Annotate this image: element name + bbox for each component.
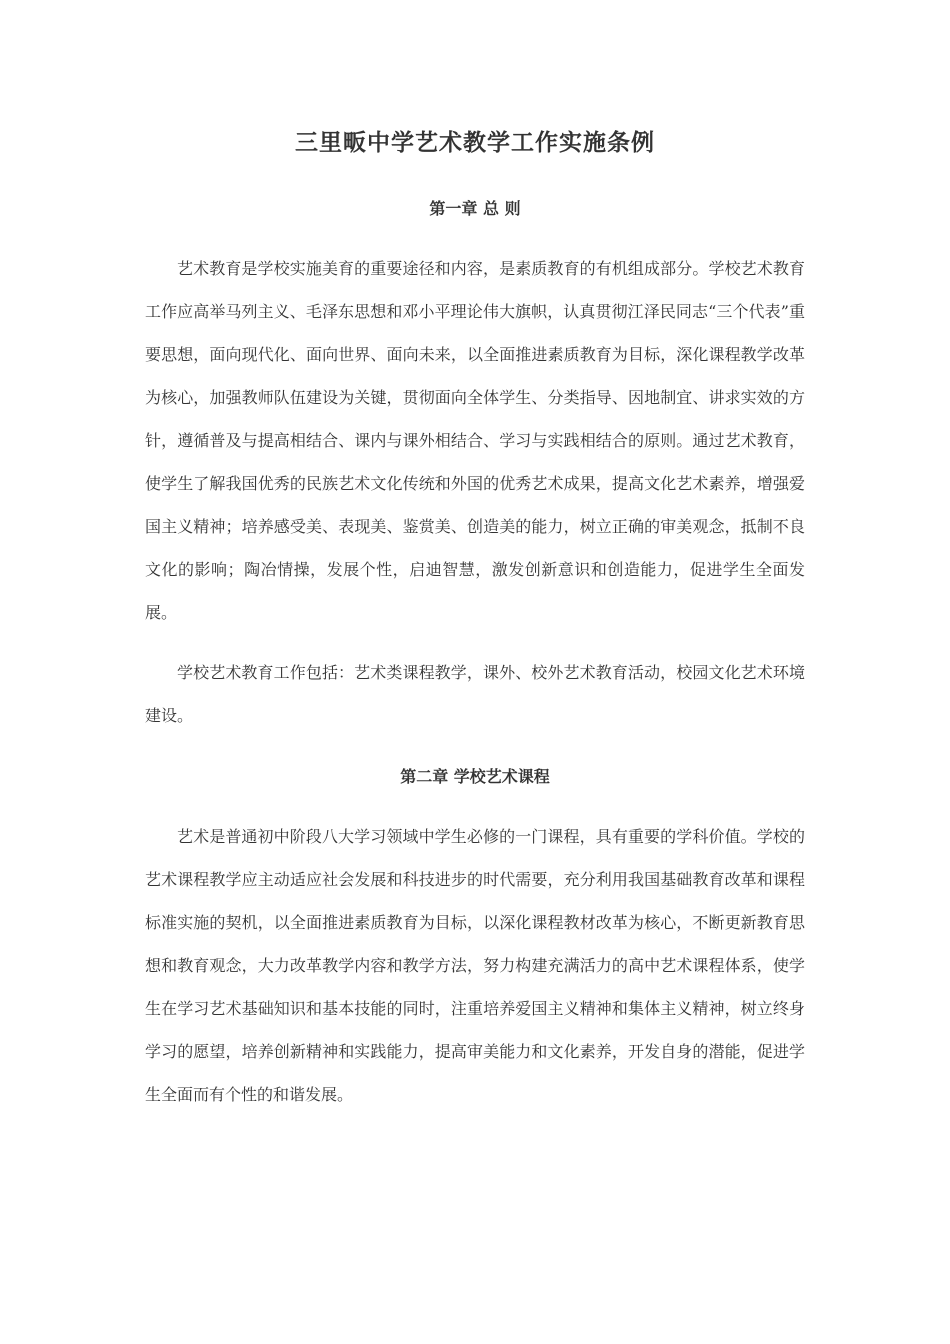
chapter-1-heading: 第一章 总 则 [429,199,521,218]
chapter-1-paragraph-1: 艺术教育是学校实施美育的重要途径和内容，是素质教育的有机组成部分。学校艺术教育工作应高举马列主义、毛泽东思想和邓小平理论伟大旗帜，认真贯彻江泽民同志“三个代表”重要思想，面向现代化、面向世界、面向未来，以全面推进素质教育为目标，深化课程教学改革为核心，加强教师队伍建设为关键，贯彻面向全体学生、分类指导、因地制宜、讲求实效的方针，遵循普及与提高相结合、课内与课外相结合、学习与实践相结合的原则。通过艺术教育，使学生了解我国优秀的民族艺术文化传统和外国的优秀艺术成果，提高文化艺术素养，增强爱国主义精神；培养感受美、表现美、鉴赏美、创造美的能力，树立正确的审美观念，抵制不良文化的影响；陶冶情操，发展个性，启迪智慧，激发创新意识和创造能力，促进学生全面发展。 [145,259,805,622]
chapter-2-paragraph-1: 艺术是普通初中阶段八大学习领域中学生必修的一门课程，具有重要的学科价值。学校的艺术课程教学应主动适应社会发展和科技进步的时代需要，充分利用我国基础教育改革和课程标准实施的契机，以全面推进素质教育为目标，以深化课程教材改革为核心，不断更新教育思想和教育观念，大力改革教学内容和教学方法，努力构建充满活力的高中艺术课程体系，使学生在学习艺术基础知识和基本技能的同时，注重培养爱国主义精神和集体主义精神，树立终身学习的愿望，培养创新精神和实践能力，提高审美能力和文化素养，开发自身的潜能，促进学生全面而有个性的和谐发展。 [145,827,805,1104]
document-title: 三里畈中学艺术教学工作实施条例 [295,129,655,156]
chapter-1-paragraph-2: 学校艺术教育工作包括：艺术类课程教学，课外、校外艺术教育活动，校园文化艺术环境建设。 [145,663,805,725]
chapter-2-heading: 第二章 学校艺术课程 [400,767,550,786]
